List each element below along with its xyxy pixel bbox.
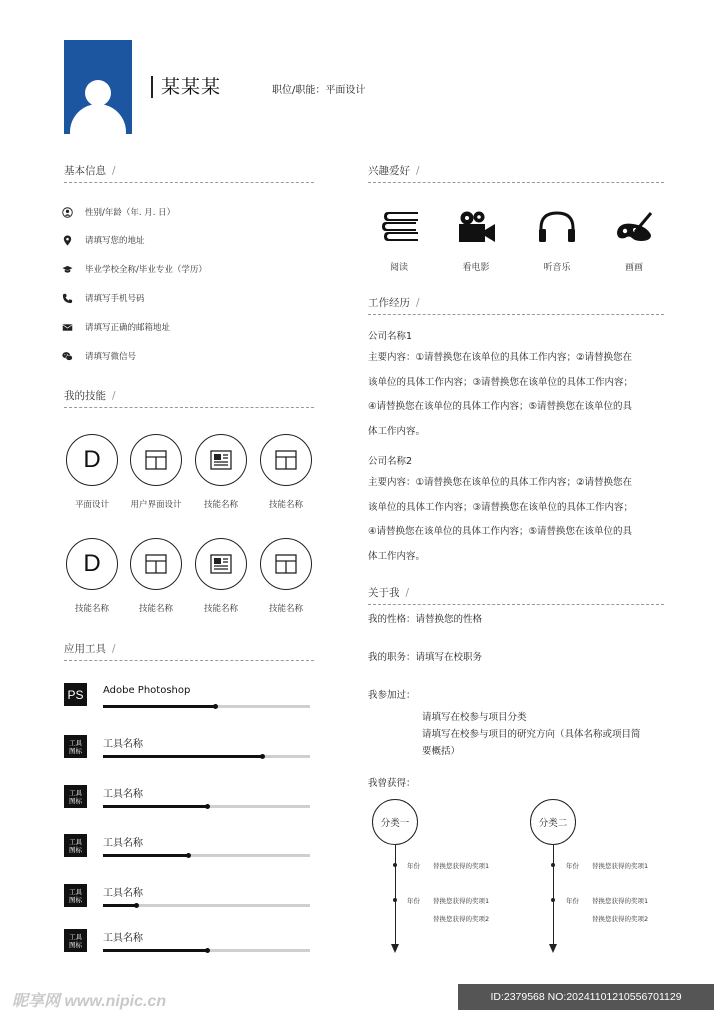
info-text: 请填写正确的邮箱地址 xyxy=(85,323,171,333)
hobby-label: 看电影 xyxy=(462,263,490,273)
award-item: 替换您获得的奖项1 xyxy=(433,862,490,870)
hobby-label: 画画 xyxy=(624,263,643,273)
tool-icon: 工具图标 xyxy=(64,785,87,808)
skill-item xyxy=(260,434,312,510)
layout-icon xyxy=(260,434,312,486)
award-category-circle xyxy=(530,799,576,845)
award-item: 替换您获得的奖项1 xyxy=(592,862,649,870)
award-item: 替换您获得的奖项1 xyxy=(592,897,649,905)
graduation-cap-icon xyxy=(62,264,73,275)
skill-label: 平面设计 xyxy=(74,500,109,510)
award-category-circle xyxy=(372,799,418,845)
section-divider xyxy=(368,314,664,315)
tool-progress-fill xyxy=(103,904,136,907)
skill-label: 技能名称 xyxy=(138,604,173,614)
timeline-dot xyxy=(551,863,555,867)
work-line: 该单位的具体工作内容；③请替换您在该单位的具体工作内容； xyxy=(368,376,634,388)
tool-progress-track xyxy=(103,949,310,952)
work-line: 该单位的具体工作内容；③请替换您在该单位的具体工作内容； xyxy=(368,501,634,513)
timeline-arrow xyxy=(391,944,399,953)
info-text: 请填写微信号 xyxy=(85,352,137,362)
tool-progress-fill xyxy=(103,854,188,857)
info-text: 请填写您的地址 xyxy=(85,236,145,246)
section-title-hobbies-text: 兴趣爱好 xyxy=(368,165,410,177)
timeline-arrow xyxy=(549,944,557,953)
section-divider xyxy=(368,182,664,183)
skill-label: 技能名称 xyxy=(74,604,109,614)
user-icon xyxy=(62,207,73,218)
letter-d-icon xyxy=(66,538,118,590)
participated-item: 请填写在校参与项目分类 xyxy=(422,712,527,723)
tool-progress-fill xyxy=(103,755,262,758)
award-category-label: 分类二 xyxy=(538,818,568,829)
award-year: 年份 xyxy=(407,862,420,870)
section-title-skills xyxy=(64,388,116,403)
participated-item: 要概括） xyxy=(422,746,461,757)
movie-camera-icon xyxy=(455,210,497,244)
work-line: ④请替换您在该单位的具体工作内容；⑤请替换您在该单位的具 xyxy=(368,401,633,412)
timeline-dot xyxy=(551,898,555,902)
info-row-wechat xyxy=(62,350,136,362)
section-title-work xyxy=(368,295,420,310)
wechat-icon xyxy=(62,351,73,362)
timeline-dot xyxy=(393,863,397,867)
letter-d-icon xyxy=(66,434,118,486)
section-slash: / xyxy=(416,165,420,177)
skill-label: 技能名称 xyxy=(203,500,238,510)
section-title-tools xyxy=(64,641,116,656)
work-line: 主要内容：①请替换您在该单位的具体工作内容；②请替换您在 xyxy=(368,352,633,363)
skill-item xyxy=(130,434,182,510)
mail-icon xyxy=(62,322,73,333)
books-icon xyxy=(378,210,420,244)
section-title-basic xyxy=(64,163,116,178)
skill-item xyxy=(66,434,118,510)
section-slash: / xyxy=(112,643,116,655)
avatar-photo xyxy=(64,40,132,134)
skill-item xyxy=(66,538,118,614)
award-item: 替换您获得的奖项2 xyxy=(592,915,649,923)
section-title-about xyxy=(368,585,409,600)
about-personality: 我的性格：请替换您的性格 xyxy=(368,614,483,625)
section-title-skills-text: 我的技能 xyxy=(64,390,106,402)
award-category-label: 分类一 xyxy=(380,818,410,829)
award-item: 替换您获得的奖项1 xyxy=(433,897,490,905)
section-title-hobbies xyxy=(368,163,420,178)
tool-progress-knob xyxy=(134,903,139,908)
info-row-email xyxy=(62,321,170,333)
avatar-body xyxy=(70,104,126,134)
newspaper-icon xyxy=(195,538,247,590)
hobby-painting xyxy=(604,210,664,273)
work-line: ④请替换您在该单位的具体工作内容；⑤请替换您在该单位的具 xyxy=(368,526,633,537)
section-title-about-text: 关于我 xyxy=(368,587,400,599)
about-participated-label: 我参加过： xyxy=(368,690,416,701)
watermark: 昵享网 www.nipic.cn xyxy=(12,993,167,1010)
tool-progress-knob xyxy=(260,754,265,759)
tool-progress-track xyxy=(103,904,310,907)
tool-icon: 工具图标 xyxy=(64,929,87,952)
award-item: 替换您获得的奖项2 xyxy=(433,915,490,923)
about-duty: 我的职务：请填写在校职务 xyxy=(368,652,483,663)
tool-name: 工具名称 xyxy=(103,789,143,800)
layout-icon xyxy=(130,538,182,590)
award-year: 年份 xyxy=(566,862,579,870)
resume-name: 某某某 xyxy=(161,76,222,98)
work-description xyxy=(368,346,668,444)
timeline-line xyxy=(395,845,396,945)
tool-progress-knob xyxy=(186,853,191,858)
about-participated-list xyxy=(422,709,662,760)
about-awards-label: 我曾获得： xyxy=(368,778,416,789)
skill-label: 技能名称 xyxy=(268,500,303,510)
tool-name: 工具名称 xyxy=(103,838,143,849)
section-slash: / xyxy=(112,390,116,402)
layout-icon xyxy=(130,434,182,486)
skill-label: 用户界面设计 xyxy=(130,500,182,510)
work-line: 主要内容：①请替换您在该单位的具体工作内容；②请替换您在 xyxy=(368,477,633,488)
tool-progress-fill xyxy=(103,949,207,952)
skill-item xyxy=(195,538,247,614)
skill-item xyxy=(195,434,247,510)
headphones-icon xyxy=(536,210,578,244)
section-slash: / xyxy=(112,165,116,177)
section-divider xyxy=(64,182,314,183)
skill-item xyxy=(130,538,182,614)
section-title-work-text: 工作经历 xyxy=(368,297,410,309)
info-row-address xyxy=(62,234,145,246)
participated-item: 请填写在校参与项目的研究方向（具体名称或项目简 xyxy=(422,729,641,740)
job-position: 职位/职能：平面设计 xyxy=(272,85,366,96)
tool-progress-track xyxy=(103,854,310,857)
tool-name: 工具名称 xyxy=(103,739,143,750)
skill-letter: D xyxy=(83,550,101,577)
section-title-tools-text: 应用工具 xyxy=(64,643,106,655)
newspaper-icon xyxy=(195,434,247,486)
tool-name: 工具名称 xyxy=(103,933,143,944)
tool-progress-track xyxy=(103,755,310,758)
tool-name: Adobe Photoshop xyxy=(103,685,191,696)
hobby-reading xyxy=(369,210,429,273)
work-line: 体工作内容。 xyxy=(368,550,426,562)
tool-icon: 工具图标 xyxy=(64,834,87,857)
hobby-movies xyxy=(446,210,506,273)
image-id-banner: ID:2379568 NO:20241101210556701129 xyxy=(458,984,714,1010)
info-text: 毕业学校全称/毕业专业（学历） xyxy=(85,265,207,275)
info-text: 请填写手机号码 xyxy=(85,294,145,304)
company-name: 公司名称1 xyxy=(368,331,413,342)
hobby-label: 阅读 xyxy=(389,263,408,273)
name-divider xyxy=(151,76,153,98)
palette-icon xyxy=(613,210,655,244)
info-row-gender-age xyxy=(62,206,175,218)
phone-icon xyxy=(62,293,73,304)
avatar-head xyxy=(85,80,111,106)
section-slash: / xyxy=(416,297,420,309)
tool-progress-knob xyxy=(205,804,210,809)
photoshop-icon: PS xyxy=(64,683,87,706)
tool-name: 工具名称 xyxy=(103,888,143,899)
award-year: 年份 xyxy=(407,897,420,905)
info-row-school xyxy=(62,263,207,275)
info-text: 性别/年龄（年. 月. 日） xyxy=(85,208,176,218)
timeline-dot xyxy=(393,898,397,902)
company-name: 公司名称2 xyxy=(368,456,413,467)
layout-icon xyxy=(260,538,312,590)
section-slash: / xyxy=(405,587,410,599)
tool-progress-track xyxy=(103,805,310,808)
tool-icon: 工具图标 xyxy=(64,735,87,758)
award-year: 年份 xyxy=(566,897,579,905)
skill-letter: D xyxy=(83,446,101,473)
timeline-line xyxy=(553,845,554,945)
tool-progress-fill xyxy=(103,705,215,708)
section-divider xyxy=(64,407,314,408)
tool-progress-knob xyxy=(205,948,210,953)
section-divider xyxy=(64,660,314,661)
skill-item xyxy=(260,538,312,614)
skill-label: 技能名称 xyxy=(268,604,303,614)
tool-progress-fill xyxy=(103,805,207,808)
hobby-label: 听音乐 xyxy=(543,263,571,273)
skill-label: 技能名称 xyxy=(203,604,238,614)
section-title-basic-text: 基本信息 xyxy=(64,165,106,177)
info-row-phone xyxy=(62,292,145,304)
section-divider xyxy=(368,604,664,605)
work-description xyxy=(368,471,668,569)
hobby-music xyxy=(527,210,587,273)
tool-icon: 工具图标 xyxy=(64,884,87,907)
tool-progress-track xyxy=(103,705,310,708)
location-pin-icon xyxy=(62,235,73,246)
tool-progress-knob xyxy=(213,704,218,709)
work-line: 体工作内容。 xyxy=(368,425,426,437)
